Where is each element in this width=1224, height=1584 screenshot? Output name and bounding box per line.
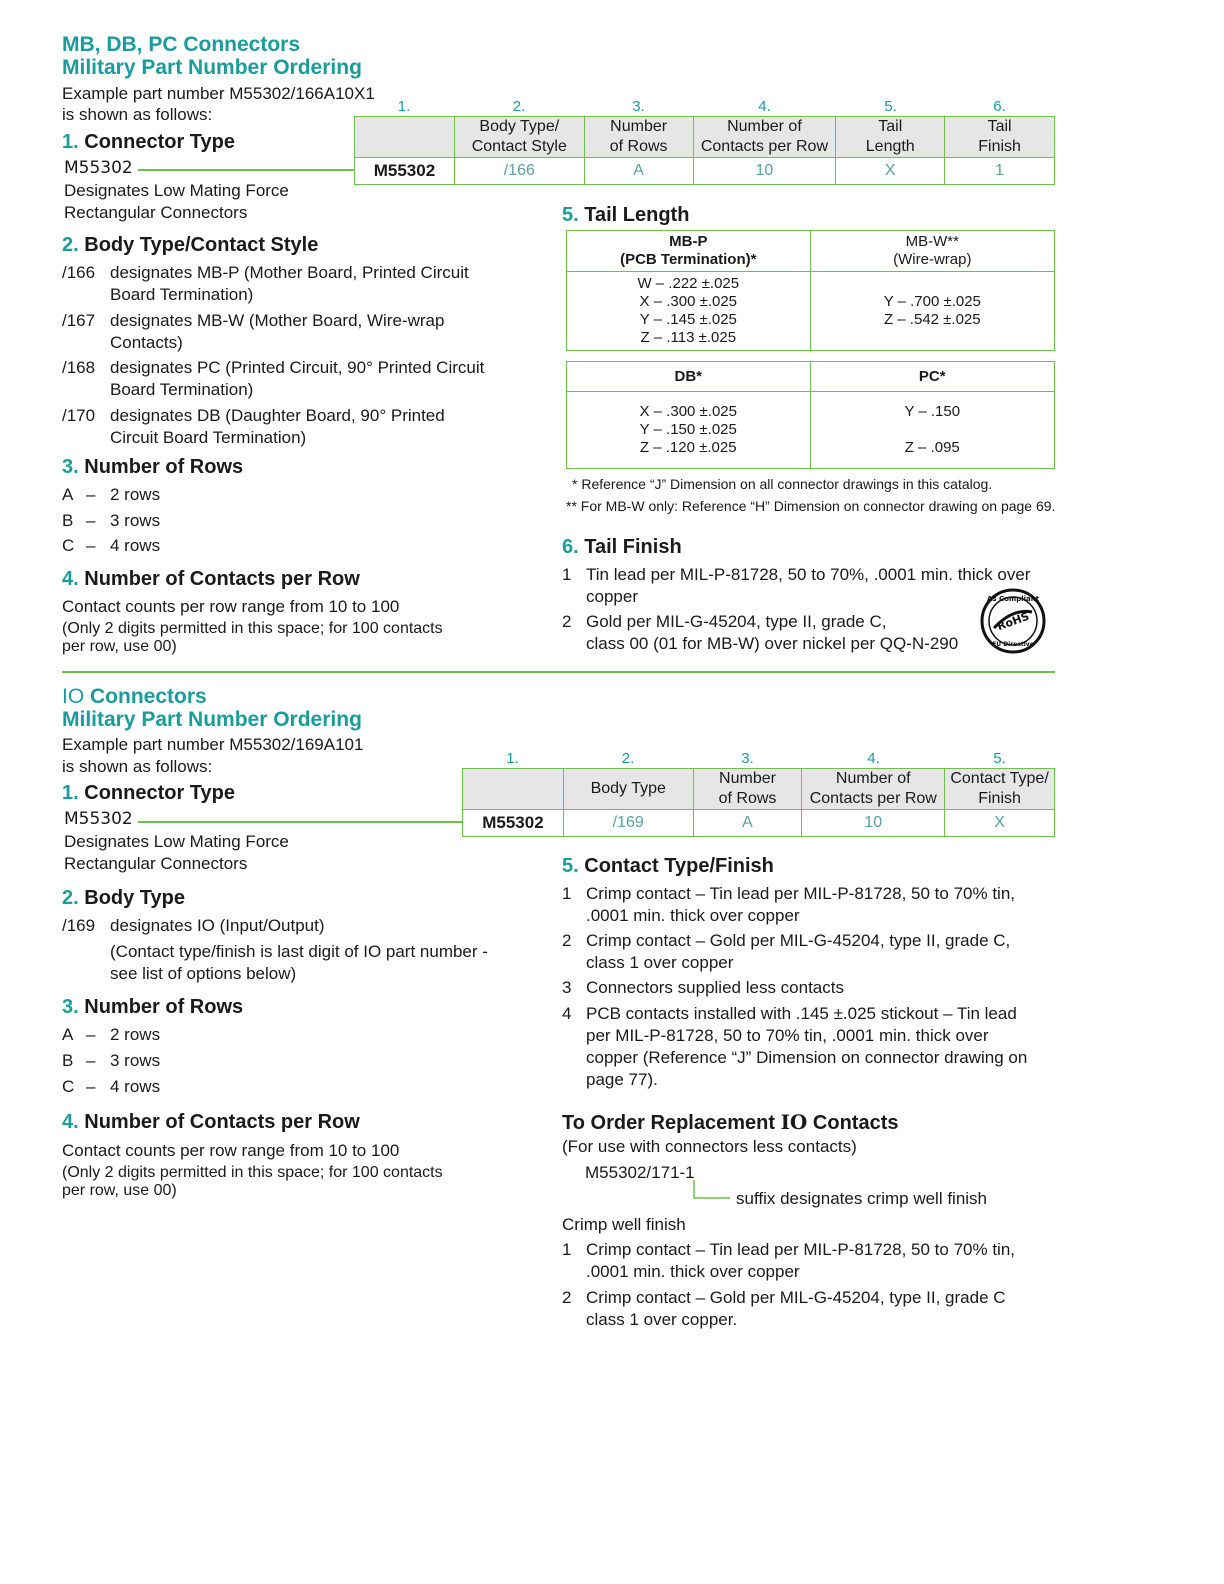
- tail-mbw-values: Y – .700 ±.025 Z – .542 ±.025: [810, 272, 1054, 351]
- io-title-line1: IO Connectors: [62, 685, 207, 708]
- crimp-item-1: 1 Crimp contact – Tin lead per MIL-P-81728, 50 to 70% tin, .0001 min. thick over copper: [562, 1240, 1016, 1281]
- io-value-prefix: M55302: [463, 810, 564, 837]
- io-s3-row-c: C – 4 rows: [62, 1077, 161, 1096]
- io-value-contacts: 10: [802, 810, 945, 837]
- io-s5-item-3: 3 Connectors supplied less contacts: [562, 978, 844, 997]
- io-part-number-table: [462, 768, 1055, 837]
- mb-example-line1: Example part number M55302/166A10X1: [62, 84, 375, 103]
- tail-pc-values: Y – .150 Z – .095: [810, 392, 1055, 469]
- mb-s4-heading: 4. Number of Contacts per Row: [62, 568, 360, 590]
- io-title-line2: Military Part Number Ordering: [62, 708, 362, 731]
- mb-s4-line1: Contact counts per row range from 10 to 100: [62, 597, 400, 616]
- mb-s4-line3: per row, use 00): [62, 638, 177, 655]
- io-s5-heading: 5. Contact Type/Finish: [562, 855, 774, 877]
- mb-value-body-type: /166: [454, 158, 584, 185]
- io-s4-heading: 4. Number of Contacts per Row: [62, 1111, 360, 1133]
- io-s1-desc2: Rectangular Connectors: [64, 854, 248, 873]
- rohs-mid-text: RoHS: [995, 609, 1031, 634]
- tail-length-table-mb: [566, 230, 1055, 351]
- tail-db-values: X – .300 ±.025 Y – .150 ±.025 Z – .120 ±.025: [567, 392, 811, 469]
- mb-s3-heading: 3. Number of Rows: [62, 456, 244, 478]
- mb-header-contacts: Number of Contacts per Row: [693, 117, 836, 158]
- mb-header-blank: [355, 117, 455, 158]
- mb-s5-note2: ** For MB-W only: Reference “H” Dimension on connector drawing on page 69.: [566, 498, 1056, 514]
- io-header-body-type: Body Type: [563, 769, 693, 810]
- mb-value-contacts: 10: [693, 158, 836, 185]
- mb-s6-heading: 6. Tail Finish: [562, 536, 682, 558]
- io-value-body-type: /169: [563, 810, 693, 837]
- mb-s1-code: M55302: [64, 158, 133, 178]
- io-s2-item-169: /169 designates IO (Input/Output) (Contact type/finish is last digit of IO part number - see list of options below): [62, 916, 488, 983]
- io-example-line1: Example part number M55302/169A101: [62, 735, 364, 754]
- mb-s6-item-1: 1 Tin lead per MIL-P-81728, 50 to 70%, .0001 min. thick over copper: [562, 565, 1031, 606]
- rohs-top-text: As Compliant: [986, 595, 1040, 603]
- io-s3-row-a: A – 2 rows: [62, 1025, 161, 1044]
- io-col-num-4: 4.: [867, 750, 880, 767]
- mb-title-line2: Military Part Number Ordering: [62, 56, 362, 79]
- mb-value-rows: A: [584, 158, 693, 185]
- suffix-leader-line: [692, 1180, 732, 1202]
- mb-header-tail-finish: Tail Finish: [945, 117, 1055, 158]
- mb-s2-heading: 2. Body Type/Contact Style: [62, 234, 319, 256]
- replacement-part-number: M55302/171-1: [585, 1163, 695, 1182]
- mb-example-line2: is shown as follows:: [62, 105, 213, 124]
- io-s1-desc1: Designates Low Mating Force: [64, 832, 289, 851]
- io-value-contact-type: X: [945, 810, 1055, 837]
- io-s5-item-2: 2 Crimp contact – Gold per MIL-G-45204, type II, grade C, class 1 over copper: [562, 931, 1011, 972]
- io-header-blank: [463, 769, 564, 810]
- mb-s3-row-c: C – 4 rows: [62, 536, 161, 555]
- mb-col-num-4: 4.: [758, 98, 771, 115]
- mb-s3-row-a: A – 2 rows: [62, 485, 161, 504]
- io-s4-line2: (Only 2 digits permitted in this space; for 100 contacts: [62, 1164, 443, 1181]
- io-header-rows: Number of Rows: [693, 769, 802, 810]
- mb-header-tail-length: Tail Length: [836, 117, 945, 158]
- mb-s3-row-b: B – 3 rows: [62, 511, 161, 530]
- mb-s1-heading: 1. Connector Type: [62, 131, 236, 153]
- mb-col-num-3: 3.: [632, 98, 645, 115]
- replacement-suffix-note: suffix designates crimp well finish: [736, 1189, 988, 1208]
- mb-s5-note1: * Reference “J” Dimension on all connector drawings in this catalog.: [572, 476, 993, 492]
- mb-s4-line2: (Only 2 digits permitted in this space; for 100 contacts: [62, 620, 443, 637]
- mb-s2-item-168: /168 designates PC (Printed Circuit, 90° Printed Circuit Board Termination): [62, 358, 485, 399]
- crimp-item-2: 2 Crimp contact – Gold per MIL-G-45204, type II, grade C class 1 over copper.: [562, 1288, 1006, 1329]
- tail-mbw-header: MB-W** (Wire-wrap): [810, 231, 1054, 272]
- mb-part-number-table: [354, 116, 1055, 185]
- io-s3-heading: 3. Number of Rows: [62, 996, 244, 1018]
- mb-header-body-type: Body Type/ Contact Style: [454, 117, 584, 158]
- io-s3-row-b: B – 3 rows: [62, 1051, 161, 1070]
- io-value-rows: A: [693, 810, 802, 837]
- io-header-contact-type: Contact Type/ Finish: [945, 769, 1055, 810]
- rohs-bottom-text: EU Directive: [992, 641, 1034, 648]
- io-example-line2: is shown as follows:: [62, 757, 213, 776]
- mb-header-rows: Number of Rows: [584, 117, 693, 158]
- io-col-num-1: 1.: [506, 750, 519, 767]
- io-col-num-2: 2.: [621, 750, 635, 767]
- mb-col-num-2: 2.: [512, 98, 526, 115]
- io-s5-item-4: 4 PCB contacts installed with .145 ±.025 stickout – Tin lead per MIL-P-81728, 50 to 70% tin, .0001 min. thick over copper (Reference “J” Dimension on connector drawing on page 77).: [562, 1004, 1028, 1089]
- section-divider: [62, 671, 1055, 673]
- tail-length-table-db: [566, 361, 1055, 469]
- io-connector-leader-line: [138, 821, 462, 823]
- io-s1-heading: 1. Connector Type: [62, 782, 236, 804]
- io-s1-code: M55302: [64, 809, 133, 829]
- mb-s2-item-167: /167 designates MB-W (Mother Board, Wire-wrap Contacts): [62, 311, 445, 352]
- io-s2-heading: 2. Body Type: [62, 887, 186, 909]
- mb-s6-item-2: 2 Gold per MIL-G-45204, type II, grade C, class 00 (01 for MB-W) over nickel per QQ-N-290: [562, 612, 959, 653]
- tail-mbp-values: W – .222 ±.025 X – .300 ±.025 Y – .145 ±.025 Z – .113 ±.025: [567, 272, 811, 351]
- tail-db-header: DB*: [567, 362, 811, 392]
- mb-col-num-1: 1.: [397, 98, 411, 115]
- tail-pc-header: PC*: [810, 362, 1055, 392]
- replacement-heading: To Order Replacement IO Contacts: [562, 1110, 899, 1134]
- mb-value-prefix: M55302: [355, 158, 455, 185]
- mb-col-num-6: 6.: [993, 98, 1006, 115]
- mb-s1-desc1: Designates Low Mating Force: [64, 181, 289, 200]
- rohs-compliant-seal: [980, 588, 1046, 654]
- io-col-num-3: 3.: [741, 750, 754, 767]
- io-s4-line1: Contact counts per row range from 10 to 100: [62, 1141, 400, 1160]
- io-header-contacts: Number of Contacts per Row: [802, 769, 945, 810]
- mb-connector-leader-line: [138, 169, 354, 171]
- io-col-num-5: 5.: [993, 750, 1006, 767]
- mb-s1-desc2: Rectangular Connectors: [64, 203, 248, 222]
- mb-s2-item-166: /166 designates MB-P (Mother Board, Printed Circuit Board Termination): [62, 263, 469, 304]
- mb-col-num-5: 5.: [884, 98, 897, 115]
- io-s5-item-1: 1 Crimp contact – Tin lead per MIL-P-81728, 50 to 70% tin, .0001 min. thick over copper: [562, 884, 1016, 925]
- mb-s5-heading: 5. Tail Length: [562, 204, 690, 226]
- io-s4-line3: per row, use 00): [62, 1182, 177, 1199]
- mb-value-tail-length: X: [836, 158, 945, 185]
- mb-title-line1: MB, DB, PC Connectors: [62, 33, 301, 56]
- mb-s2-item-170: /170 designates DB (Daughter Board, 90° Printed Circuit Board Termination): [62, 406, 445, 447]
- replacement-sub: (For use with connectors less contacts): [562, 1137, 857, 1156]
- mb-value-tail-finish: 1: [945, 158, 1055, 185]
- crimp-well-label: Crimp well finish: [562, 1215, 686, 1234]
- tail-mbp-header: MB-P (PCB Termination)*: [567, 231, 811, 272]
